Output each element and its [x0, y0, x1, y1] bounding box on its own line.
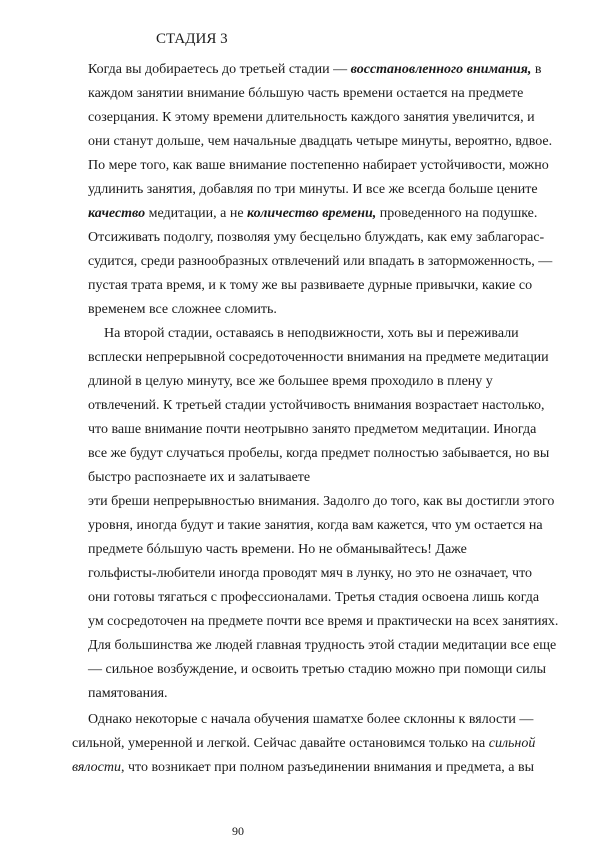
- text-line: памятования.: [88, 686, 168, 701]
- text-line: сильной, умеренной и легкой. Сейчас давайте остановимся только на сильной: [72, 736, 536, 751]
- text-line: Когда вы добираетесь до третьей стадии — восстановленного внимания, в: [88, 62, 542, 77]
- text-line: всплески непрерывной сосредоточенности внимания на предмете медитации: [88, 350, 549, 365]
- text-line: отвлечений. К третьей стадии устойчивость внимания возрастает настолько,: [88, 398, 545, 413]
- text-line: Отсиживать подолгу, позволяя уму бесцельно блуждать, как ему заблагорас-: [88, 230, 545, 245]
- text-line: Для большинства же людей главная трудность этой стадии медитации все еще: [88, 638, 557, 653]
- page-number: 90: [232, 824, 244, 838]
- text-line: На второй стадии, оставаясь в неподвижности, хоть вы и переживали: [104, 326, 519, 341]
- text-line: что ваше внимание почти неотрывно занято предметом медитации. Иногда: [88, 422, 537, 437]
- text-line: длиной в целую минуту, все же большее время проходило в плену у: [88, 374, 493, 389]
- chapter-heading: СТАДИЯ 3: [156, 31, 228, 47]
- text-line: каждом занятии внимание бóльшую часть времени остается на предмете: [88, 86, 524, 101]
- emphasis-dullness: вялости: [72, 760, 121, 775]
- text-line: предмете бóльшую часть времени. Но не обманывайтесь! Даже: [88, 542, 467, 557]
- emphasis-strong: сильной: [488, 736, 536, 751]
- text-line: качество медитации, а не количество времени, проведенного на подушке.: [88, 206, 538, 221]
- text-line: они готовы тягаться с профессионалами. Третья стадия освоена лишь когда: [88, 590, 540, 605]
- text-line: уровня, иногда будут и такие занятия, когда вам кажется, что ум остается на: [88, 518, 543, 533]
- text-line: Однако некоторые с начала обучения шаматхе более склонны к вялости —: [88, 712, 534, 727]
- text-line: быстро распознаете их и залатываете: [88, 470, 311, 485]
- text-line: гольфисты-любители иногда проводят мяч в лунку, но это не означает, что: [88, 566, 533, 581]
- text-line: По мере того, как ваше внимание постепенно набирает устойчивости, можно: [88, 158, 549, 173]
- text-line: временем все сложнее сломить.: [88, 302, 277, 317]
- text-line: пустая трата время, и к тому же вы развиваете дурные привычки, какие со: [88, 278, 533, 293]
- text-line: они станут дольше, чем начальные двадцать четыре минуты, вероятно, вдвое.: [88, 134, 553, 149]
- emphasis-quantity-of-time: количество времени,: [247, 206, 377, 221]
- emphasis-quality: качество: [88, 206, 146, 221]
- text-line: эти бреши непрерывностью внимания. Задолго до того, как вы достигли этого: [88, 494, 555, 509]
- text-line: — сильное возбуждение, и освоить третью стадию можно при помощи силы: [88, 662, 547, 677]
- text-line: ум сосредоточен на предмете почти все время и практически на всех занятиях.: [88, 614, 559, 629]
- text-line: все же будут случаться пробелы, когда предмет полностью забывается, но вы: [88, 446, 550, 461]
- text-line: удлинить занятия, добавляя по три минуты. И все же всегда больше цените: [88, 182, 538, 197]
- text-line: судится, среди разнообразных отвлечений или впадать в заторможенность, —: [88, 254, 553, 269]
- emphasis-restored-attention: восстановленного внимания,: [350, 62, 532, 77]
- text-line: созерцания. К этому времени длительность каждого занятия увеличится, и: [88, 110, 535, 125]
- text-line: вялости, что возникает при полном разъединении внимания и предмета, а вы: [72, 760, 535, 775]
